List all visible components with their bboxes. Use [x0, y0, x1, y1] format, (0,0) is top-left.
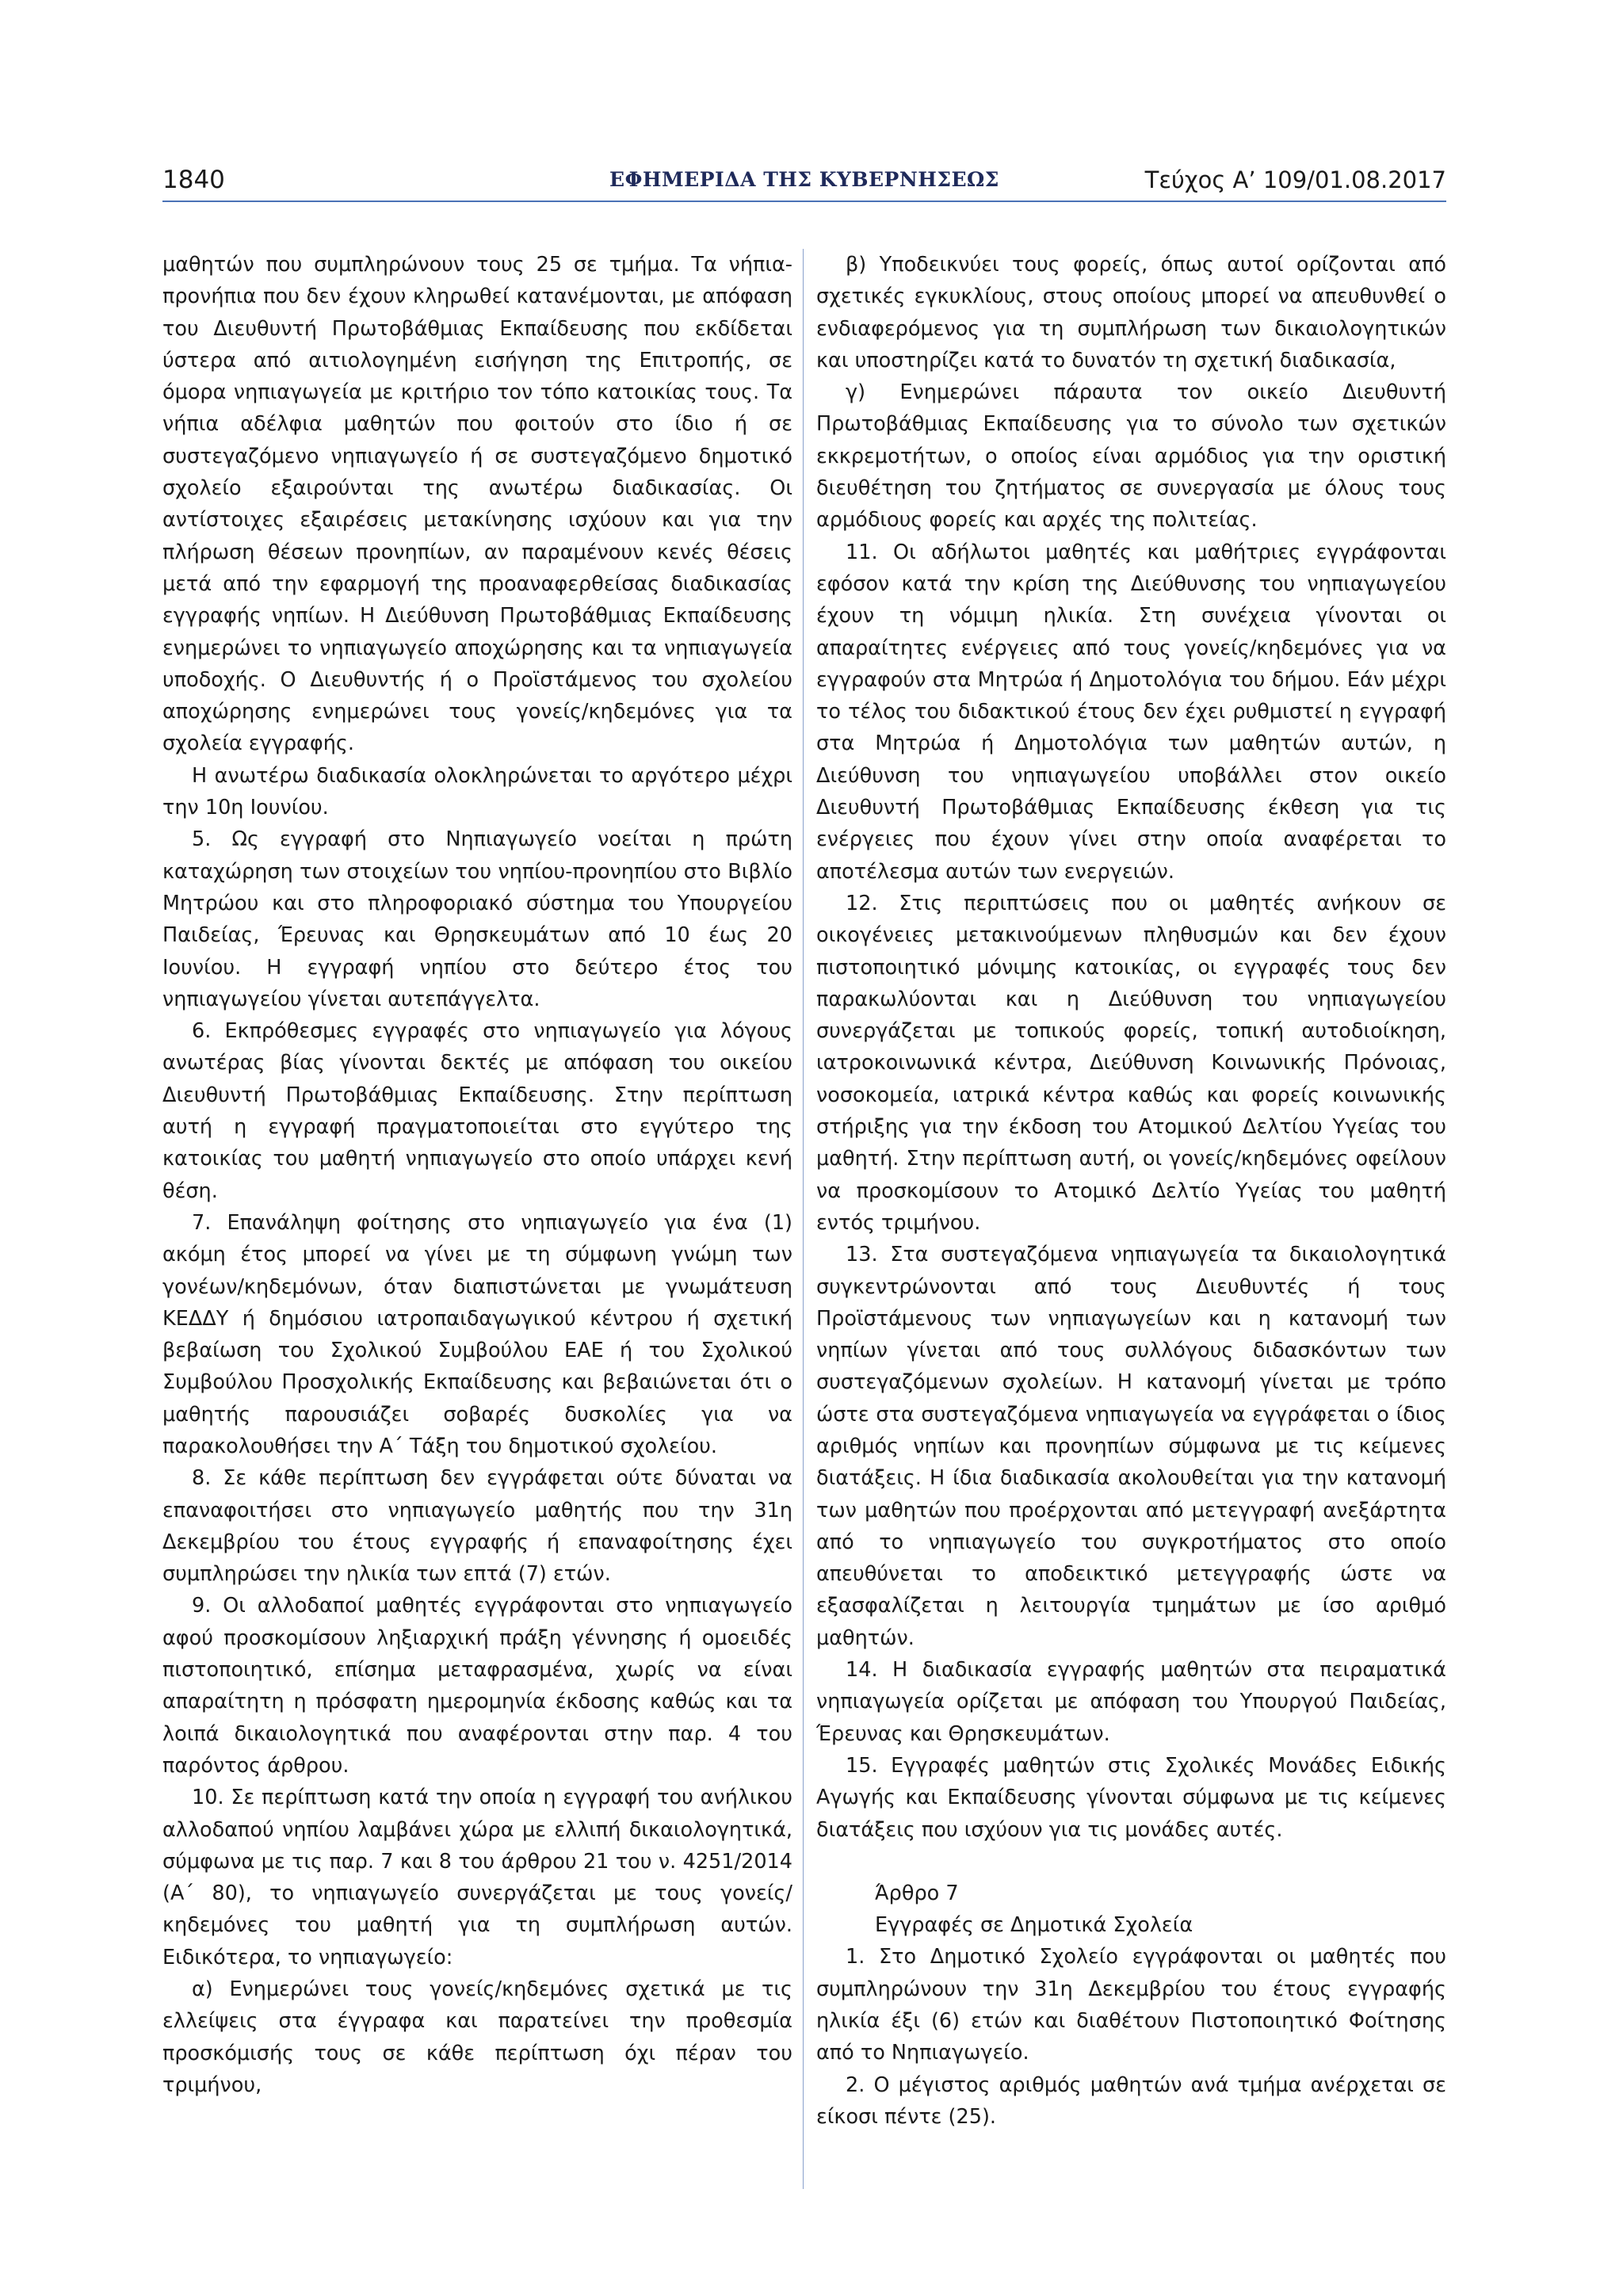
right-column — [816, 249, 1446, 2133]
paragraph: 7. Επανάληψη φοίτησης στο νηπιαγωγείο για ένα (1) ακόμη έτος μπορεί να γίνει με τη σύμφωνη γνώμη των γονέων/κηδεμόνων, όταν διαπιστώνεται με γνωμάτευση ΚΕΔΔΥ ή δημόσιου ιατροπαιδαγωγικού κέντρου ή σχετική βεβαίωση του Σχολικού Συμβούλου ΕΑΕ ή του Σχολικού Συμβούλου Προσχολικής Εκπαίδευσης και βεβαιώνεται ότι ο μαθητής παρουσιάζει σοβαρές δυσκολίες για να παρακολουθήσει την Α΄ Τάξη του δημοτικού σχολείου. — [162, 1210, 792, 1458]
paragraph: 6. Εκπρόθεσμες εγγραφές στο νηπιαγωγείο για λόγους ανωτέρας βίας γίνονται δεκτές με απόφαση του οικείου Διευθυντή Πρωτοβάθμιας Εκπαίδευσης. Στην περίπτωση αυτή η εγγραφή πραγματοποιείται στο εγγύτερο της κατοικίας του μαθητή νηπιαγωγείο στο οποίο υπάρχει κενή θέση. — [162, 1019, 792, 1203]
paragraph: 8. Σε κάθε περίπτωση δεν εγγράφεται ούτε δύναται να επαναφοιτήσει στο νηπιαγωγείο μαθητής που την 31η Δεκεμβρίου του έτους εγγραφής ή επαναφοίτησης έχει συμπληρώσει την ηλικία των επτά (7) ετών. — [162, 1466, 792, 1587]
paragraph: 14. Η διαδικασία εγγραφής μαθητών στα πειραματικά νηπιαγωγεία ορίζεται με απόφαση του Υπουργού Παιδείας, Έρευνας και Θρησκευμάτων. — [816, 1658, 1446, 1746]
paragraph: 11. Οι αδήλωτοι μαθητές και μαθήτριες εγγράφονται εφόσον κατά την κρίση της Διεύθυνσης του νηπιαγωγείου έχουν τη νόμιμη ηλικία. Στη συνέχεια γίνονται οι απαραίτητες ενέργειες από τους γονείς/κηδεμόνες για να εγγραφούν στα Μητρώα ή Δημοτολόγια του δήμου. Εάν μέχρι το τέλος του διδακτικού έτους δεν έχει ρυθμιστεί η εγγραφή στα Μητρώα ή Δημοτολόγια των μαθητών αυτών, η Διεύθυνση του νηπιαγωγείου υποβάλλει στον οικείο Διευθυντή Πρωτοβάθμιας Εκπαίδευσης έκθεση για τις ενέργειες που έχουν γίνει στην οποία αναφέρεται το αποτέλεσμα αυτών των ενεργειών. — [816, 540, 1446, 884]
column-divider — [803, 249, 804, 2189]
paragraph: 10. Σε περίπτωση κατά την οποία η εγγραφή του ανήλικου αλλοδαπού νηπίου λαμβάνει χώρα με ελλιπή δικαιολογητικά, σύμφωνα με τις παρ. 7 και 8 του άρθρου 21 του ν. 4251/2014 (Α΄ 80), το νηπιαγωγείο συνεργάζεται με τους γονείς/κηδεμόνες του μαθητή για τη συμπλήρωση αυτών. Ειδικότερα, το νηπιαγωγείο: — [162, 1786, 792, 1969]
paragraph: 13. Στα συστεγαζόμενα νηπιαγωγεία τα δικαιολογητικά συγκεντρώνονται από τους Διευθυντές ή τους Προϊστάμενους των νηπιαγωγείων και η κατανομή των νηπίων γίνεται από τους συλλόγους διδασκόντων των συστεγαζόμενων σχολείων. Η κατανομή γίνεται με τρόπο ώστε στα συστεγαζόμενα νηπιαγωγεία να εγγράφεται ο ίδιος αριθμός νηπίων και προνηπίων σύμφωνα με τις κείμενες διατάξεις. Η ίδια διαδικασία ακολουθείται για την κατανομή των μαθητών που προέρχονται από μετεγγραφή ανεξάρτητα από το νηπιαγωγείο του συγκροτήματος στο οποίο απευθύνεται το αποδεικτικό μετεγγραφής ώστε να εξασφαλίζεται η λειτουργία τμημάτων με ίσο αριθμό μαθητών. — [816, 1243, 1446, 1650]
article-number: Άρθρο 7 — [875, 1881, 959, 1905]
paragraph: 1. Στο Δημοτικό Σχολείο εγγράφονται οι μαθητές που συμπληρώνουν την 31η Δεκεμβρίου του έτους εγγραφής ηλικία έξι (6) ετών και διαθέτουν Πιστοποιητικό Φοίτησης από το Νηπιαγωγείο. — [816, 1945, 1446, 2065]
left-column — [162, 249, 792, 2101]
article-title: Εγγραφές σε Δημοτικά Σχολεία — [875, 1913, 1193, 1938]
issue-number: Τεύχος Α’ 109/01.08.2017 — [1144, 166, 1446, 193]
header-rule — [162, 201, 1446, 202]
paragraph: α) Ενημερώνει τους γονείς/κηδεμόνες σχετικά με τις ελλείψεις στα έγγραφα και παρατείνει την προθεσμία προσκόμισής τους σε κάθε περίπτωση όχι πέραν του τριμήνου, — [162, 1977, 792, 2097]
paragraph: 9. Οι αλλοδαποί μαθητές εγγράφονται στο νηπιαγωγείο αφού προσκομίσουν ληξιαρχική πράξη γέννησης ή ομοειδές πιστοποιητικό, επίσημα μεταφρασμένα, χωρίς να είναι απαραίτητη η πρόσφατη ημερομηνία έκδοσης καθώς και τα λοιπά δικαιολογητικά που αναφέρονται στην παρ. 4 του παρόντος άρθρου. — [162, 1594, 792, 1778]
paragraph: β) Υποδεικνύει τους φορείς, όπως αυτοί ορίζονται από σχετικές εγκυκλίους, στους οποίους μπορεί να απευθυνθεί ο ενδιαφερόμενος για τη συμπλήρωση των δικαιολογητικών και υποστηρίζει κατά το δυνατόν τη σχετική διαδικασία, — [816, 253, 1446, 372]
paragraph: 2. Ο μέγιστος αριθμός μαθητών ανά τμήμα ανέρχεται σε είκοσι πέντε (25). — [816, 2073, 1446, 2129]
paragraph: 5. Ως εγγραφή στο Νηπιαγωγείο νοείται η πρώτη καταχώρηση των στοιχείων του νηπίου-προνηπίου στο Βιβλίο Μητρώου και στο πληροφοριακό σύστημα του Υπουργείου Παιδείας, Έρευνας και Θρησκευμάτων από 10 έως 20 Ιουνίου. Η εγγραφή νηπίου στο δεύτερο έτος του νηπιαγωγείου γίνεται αυτεπάγγελτα. — [162, 827, 792, 1011]
paragraph: 12. Στις περιπτώσεις που οι μαθητές ανήκουν σε οικογένειες μετακινούμενων πληθυσμών και δεν έχουν πιστοποιητικό μόνιμης κατοικίας, οι εγγραφές τους δεν παρακωλύονται και η Διεύθυνση του νηπιαγωγείου συνεργάζεται με τοπικούς φορείς, τοπική αυτοδιοίκηση, ιατροκοινωνικά κέντρα, Διεύθυνση Κοινωνικής Πρόνοιας, νοσοκομεία, ιατρικά κέντρα καθώς και φορείς κοινωνικής στήριξης για την έκδοση του Ατομικού Δελτίου Υγείας του μαθητή. Στην περίπτωση αυτή, οι γονείς/κηδεμόνες οφείλουν να προσκομίσουν το Ατομικό Δελτίο Υγείας του μαθητή εντός τριμήνου. — [816, 891, 1446, 1235]
gazette-title: ΕΦΗΜΕΡΙΔΑ ΤΗΣ ΚΥΒΕΡΝΗΣΕΩΣ — [609, 168, 999, 191]
paragraph: 15. Εγγραφές μαθητών στις Σχολικές Μονάδες Ειδικής Αγωγής και Εκπαίδευσης γίνονται σύμφωνα με τις κείμενες διατάξεις που ισχύουν για τις μονάδες αυτές. — [816, 1753, 1446, 1842]
page-header — [162, 162, 1446, 201]
page-number: 1840 — [162, 166, 225, 194]
paragraph: γ) Ενημερώνει πάραυτα τον οικείο Διευθυντή Πρωτοβάθμιας Εκπαίδευσης για το σύνολο των σχετικών εκκρεμοτήτων, ο οποίος είναι αρμόδιος για την οριστική διευθέτηση του ζητήματος σε συνεργασία με όλους τους αρμόδιους φορείς και αρχές της πολιτείας. — [816, 380, 1446, 533]
paragraph: Η ανωτέρω διαδικασία ολοκληρώνεται το αργότερο μέχρι την 10η Ιουνίου. — [162, 763, 792, 820]
paragraph: μαθητών που συμπληρώνουν τους 25 σε τμήμα. Τα νήπια-προνήπια που δεν έχουν κληρωθεί κατανέμονται, με απόφαση του Διευθυντή Πρωτοβάθμιας Εκπαίδευσης που εκδίδεται ύστερα από αιτιολογημένη εισήγηση της Επιτροπής, σε όμορα νηπιαγωγεία με κριτήριο τον τόπο κατοικίας τους. Τα νήπια αδέλφια μαθητών που φοιτούν στο ίδιο ή σε συστεγαζόμενο νηπιαγωγείο ή σε συστεγαζόμενο δημοτικό σχολείο εξαιρούνται της ανωτέρω διαδικασίας. Οι αντίστοιχες εξαιρέσεις μετακίνησης ισχύουν και για την πλήρωση θέσεων προνηπίων, αν παραμένουν κενές θέσεις μετά από την εφαρμογή της προαναφερθείσας διαδικασίας εγγραφής νηπίων. Η Διεύθυνση Πρωτοβάθμιας Εκπαίδευσης ενημερώνει το νηπιαγωγείο αποχώρησης και τα νηπιαγωγεία υποδοχής. Ο Διευθυντής ή ο Προϊστάμενος του σχολείου αποχώρησης ενημερώνει τους γονείς/κηδεμόνες για τα σχολεία εγγραφής. — [162, 253, 792, 756]
